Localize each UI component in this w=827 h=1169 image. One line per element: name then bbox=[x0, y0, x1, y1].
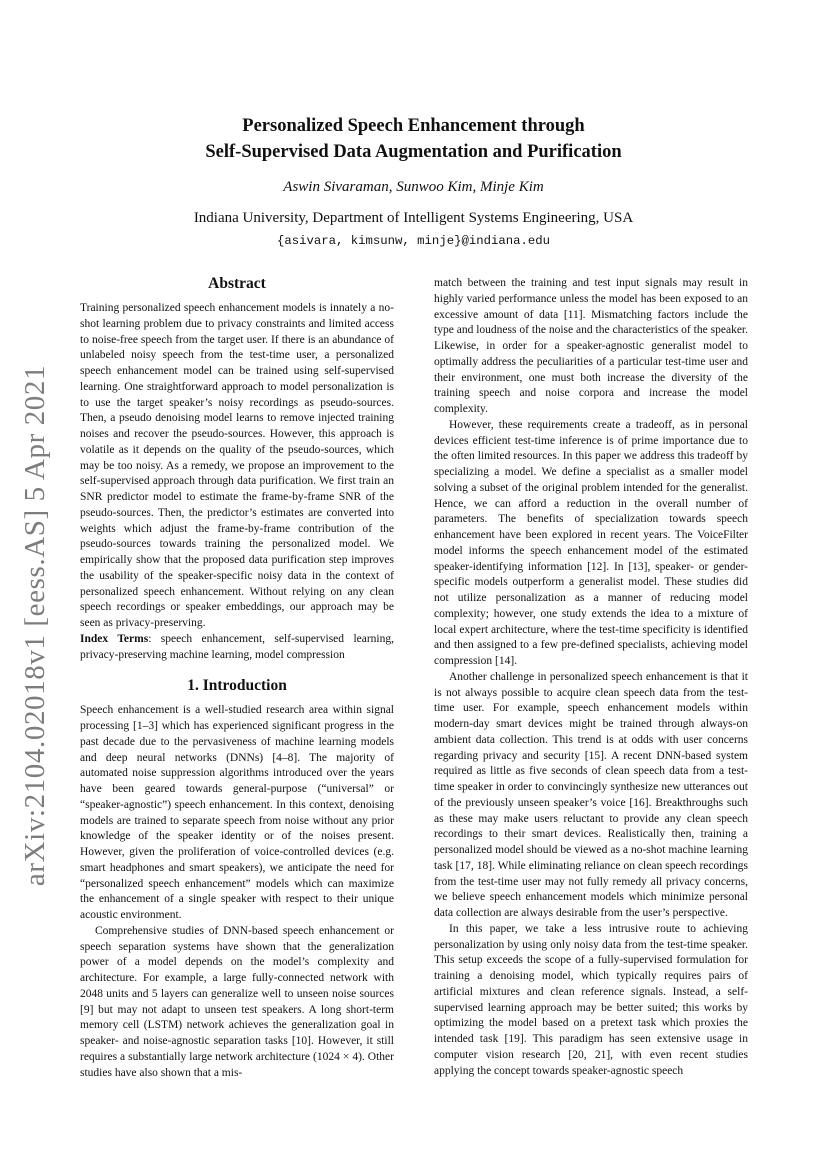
right-paragraph-2: However, these requirements create a tradeoff, as in personal devices efficient test-time inference is of prime importance due to the often limited resources. In this paper we address this tradeoff by specializing a model. We define a specialist as a smaller model solving a subset of the original problem intended for the generalist. Hence, we can afford a reduction in the overall number of parameters. The benefits of specialization towards speech enhancement have been explored in recent years. The VoiceFilter model informs the speech enhancement model of the estimated speaker-identifying information [12]. In [13], speaker- or gender-specific models outperform a generalist model. These studies did not utilize personalization as a manner of reducing model complexity; however, one study extends the idea to a mixture of local expert architecture, where the test-time specificity is identified and then assigned to a few pre-defined specialists, achieving model compression [14]. bbox=[434, 418, 748, 667]
intro-paragraph-1: Speech enhancement is a well-studied research area within signal processing [1–3] which has experienced significant progress in the past decade due to the pervasiveness of machine learning models and deep neural networks (DNNs) [4–8]. The majority of automated noise suppression algorithms introduced over the years have been geared towards general-purpose (“universal” or “speaker-agnostic”) speech enhancement. In this context, denoising models are trained to separate speech from noise without any prior knowledge of the speaker identity or of the noises present. However, given the proliferation of voice-controlled devices (e.g. smart headphones and smart speakers), we anticipate the need for “personalized speech enhancement” models which can maximize the enhancement of a single speaker with respect to their unique acoustic environment. bbox=[80, 704, 394, 921]
title-line-2: Self-Supervised Data Augmentation and Purification bbox=[205, 142, 622, 162]
index-terms-text: : speech enhancement, self-supervised learning, privacy-preserving machine learning, model compression bbox=[80, 632, 394, 661]
arxiv-stamp bbox=[6, 355, 66, 895]
introduction-heading: 1. Introduction bbox=[187, 677, 287, 695]
right-column bbox=[434, 276, 748, 1079]
abstract-text: Training personalized speech enhancement models is innately a no-shot learning problem due to privacy constraints and limited access to noise-free speech from the target user. If there is an abundance of unlabeled noisy speech from the test-time user, a personalized speech enhancement model can be trained using self-supervised learning. One straightforward approach to model personalization is to use the target speaker’s noisy recordings as pseudo-sources. Then, a pseudo denoising model learns to remove injected training noises and recover the pseudo-sources. However, this approach is volatile as it depends on the quality of the pseudo-sources, which may be too noisy. As a remedy, we propose an improvement to the self-supervised approach through data purification. We first train an SNR predictor model to estimate the frame-by-frame SNR of the pseudo-sources. Then, the predictor’s estimates are converted into weights which adjust the frame-by-frame contribution of the pseudo-sources towards training the personalized model. We empirically show that the proposed data purification step improves the usability of the speaker-specific noisy data in the context of personalized speech enhancement. Without relying on any clean speech recordings or speaker embeddings, our approach may be seen as privacy-preserving. bbox=[80, 302, 394, 629]
right-paragraph-4: In this paper, we take a less intrusive route to achieving personalization by using only noisy data from the test-time speaker. This setup exceeds the scope of a fully-supervised formulation for training a denoising model, which typically requires pairs of artificial mixtures and clean reference signals. Instead, a self-supervised learning approach may be better suited; this works by optimizing the model based on a pretext task which proxies the intended task [19]. This paradigm has seen extensive usage in computer vision research [20, 21], with even recent studies applying the concept towards speaker-agnostic speech bbox=[434, 922, 748, 1077]
title-line-1: Personalized Speech Enhancement through bbox=[242, 116, 585, 136]
intro-paragraph-2: Comprehensive studies of DNN-based speech enhancement or speech separation systems have shown that the generalization power of a model depends on the model’s complexity and architecture. For example, a large fully-connected network with 2048 units and 5 layers can generalize well to unseen noise sources [9] but may not adapt to unseen test speakers. A long short-term memory cell (LSTM) network achieves the generalization goal in speaker- and noise-agnostic separation tasks [10]. However, it still requires a substantially large network architecture (1024 × 4). Other studies have also shown that a mis- bbox=[80, 924, 394, 1079]
left-column bbox=[80, 274, 394, 1081]
arxiv-stamp-text: arXiv:2104.02018v1 [eess.AS] 5 Apr 2021 bbox=[19, 364, 52, 886]
authors: Aswin Sivaraman, Sunwoo Kim, Minje Kim bbox=[283, 179, 544, 195]
index-terms-label: Index Terms bbox=[80, 632, 149, 645]
abstract-heading: Abstract bbox=[208, 275, 266, 292]
right-paragraph-1: match between the training and test input signals may result in highly varied performance unless the model has been exposed to an excessive amount of data [11]. Mismatching factors include the type and loudness of the noise and the characteristics of the speaker. Likewise, in order for a speaker-agnostic generalist model to optimally address the peculiarities of a particular test-time user and their environment, one must both increase the diversity of the training speech and noise corpora and increase the model complexity. bbox=[434, 277, 748, 415]
index-terms bbox=[80, 632, 394, 664]
affiliation: Indiana University, Department of Intelligent Systems Engineering, USA bbox=[193, 210, 634, 226]
email: {asivara, kimsunw, minje}@indiana.edu bbox=[276, 234, 551, 248]
right-paragraph-3: Another challenge in personalized speech enhancement is that it is not always possible to acquire clean speech data from the test-time user. For example, speech enhancement models within modern-day smart devices might be trained through always-on ambient data collection. This trend is at odds with user concerns regarding privacy and security [15]. A recent DNN-based system required as little as five seconds of clean speech data from a test-time speaker in order to convincingly synthesize new utterances out of the previously unseen speaker’s voice [16]. Breakthroughs such as these may make users reluctant to provide any clean speech recordings to their smart devices. Realistically then, training a personalized model should be viewed as a no-shot machine learning task [17, 18]. While eliminating reliance on clean speech recordings from the test-time user may not fully remedy all privacy concerns, we believe speech enhancement models which minimize personal data collection are always desirable from the user’s perspective. bbox=[434, 670, 748, 919]
paper-title bbox=[80, 113, 747, 165]
